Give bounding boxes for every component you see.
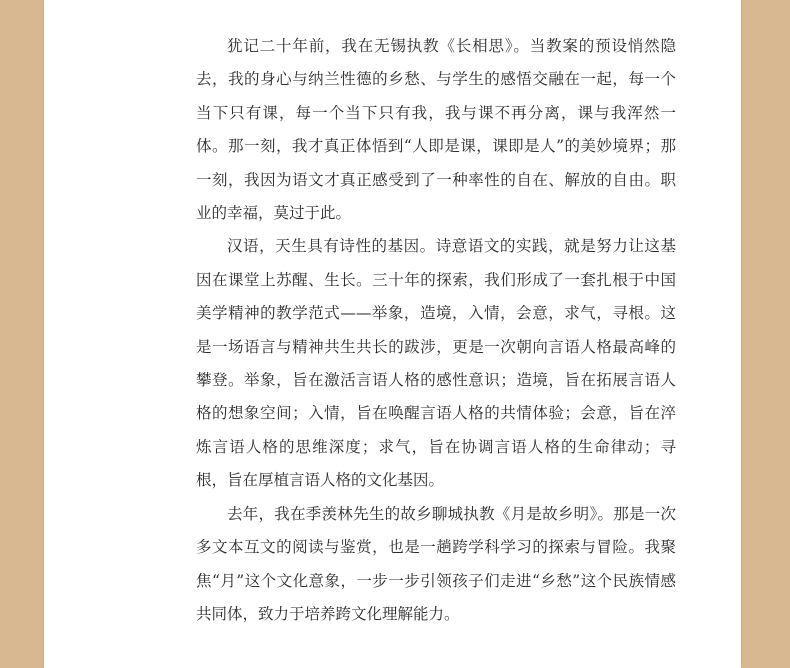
body-text <box>196 30 676 631</box>
paragraph-2: 汉语，天生具有诗性的基因。诗意语文的实践，就是努力让这基因在课堂上苏醒、生长。三十年的探索，我们形成了一套扎根于中国美学精神的教学范式——举象，造境，入情，会意，求气，寻根。这是一场语言与精神共生共长的跋涉，更是一次朝向言语人格最高峰的攀登。举象，旨在激活言语人格的感性意识；造境，旨在拓展言语人格的想象空间；入情，旨在唤醒言语人格的共情体验；会意，旨在淬炼言语人格的思维深度；求气，旨在协调言语人格的生命律动；寻根，旨在厚植言语人格的文化基因。 <box>196 237 676 490</box>
paragraph-1: 犹记二十年前，我在无锡执教《长相思》。当教案的预设悄然隐去，我的身心与纳兰性德的乡愁、与学生的感悟交融在一起，每一个当下只有课，每一个当下只有我，我与课不再分离，课与我浑然一体。那一刻，我才真正体悟到“人即是课，课即是人”的美妙境界；那一刻，我因为语文才真正感受到了一种率性的自在、解放的自由。职业的幸福，莫过于此。 <box>196 37 676 223</box>
book-page <box>44 0 741 668</box>
paragraph-3: 去年，我在季羡林先生的故乡聊城执教《月是故乡明》。那是一次多文本互文的阅读与鉴赏，也是一趟跨学科学习的探索与冒险。我聚焦“月”这个文化意象，一步一步引领孩子们走进“乡愁”这个民族情感共同体，致力于培养跨文化理解能力。 <box>196 504 676 623</box>
